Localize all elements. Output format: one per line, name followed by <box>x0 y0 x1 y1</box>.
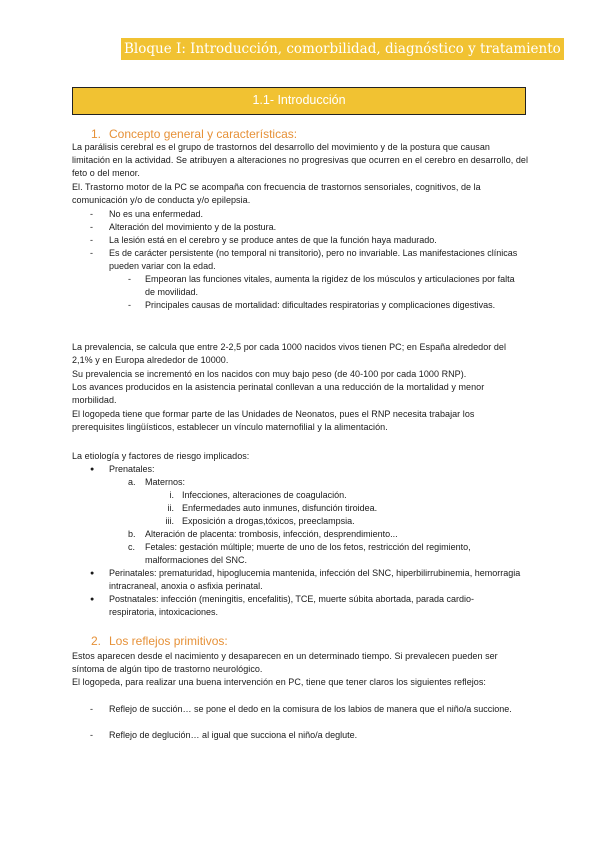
list-item: b. Alteración de placenta: trombosis, infección, desprendimiento... <box>128 529 398 539</box>
dash-marker: - <box>90 248 93 258</box>
bullet-marker: ● <box>90 466 95 473</box>
dash-marker: - <box>90 209 93 219</box>
dash-marker: - <box>128 300 131 310</box>
roman-marker: ii. <box>167 503 174 513</box>
list-item: - Empeoran las funciones vitales, aumenta la rigidez de los músculos y articulaciones por falta de movilidad. <box>128 274 515 297</box>
heading-text: Concepto general y características: <box>109 127 298 141</box>
list-item: i. Infecciones, alteraciones de coagulación. <box>72 489 528 502</box>
heading-number: 2. <box>91 634 102 648</box>
paragraph: El. Trastorno motor de la PC se acompaña con frecuencia de trastornos sensoriales, cognitivos, de la comunicación y/o de conducta y/o epilepsia. <box>72 182 481 205</box>
section-title: 1.1- Introducción <box>72 87 526 115</box>
roman-marker: iii. <box>165 516 174 526</box>
reflex-list <box>72 703 528 742</box>
list-item: - La lesión está en el cerebro y se produce antes de que la función haya madurado. <box>90 235 437 245</box>
letter-marker: a. <box>128 477 136 487</box>
list-item: - Es de carácter persistente (no temporal ni transitorio), pero no invariable. Las manifestaciones clínicas pueden variar con la edad. <box>90 248 518 271</box>
bullet-marker: ● <box>90 570 95 577</box>
list-item: - Alteración del movimiento y de la postura. <box>90 222 277 232</box>
heading-concepto <box>91 127 297 141</box>
bullet-list <box>72 208 528 325</box>
list-item: - Reflejo de succión… se pone el dedo en la comisura de los labios de manera que el niño/a succione. <box>90 704 512 714</box>
roman-marker: i. <box>169 490 174 500</box>
list-item: a. Maternos: <box>128 477 186 487</box>
list-item: - Principales causas de mortalidad: dificultades respiratorias y complicaciones digestivas. <box>128 300 496 310</box>
paragraph: La prevalencia, se calcula que entre 2-2,5 por cada 1000 nacidos vivos tienen PC; en España alrededor del 2,1% y en Europa alrededor de 10000. <box>72 342 507 365</box>
list-item: ● Perinatales: prematuridad, hipoglucemia mantenida, infección del SNC, hiperbilirrubinemia, hemorragia intracraneal, anoxia o asfixia perinatal. <box>90 568 521 591</box>
dash-marker: - <box>90 730 93 740</box>
list-item: c. Fetales: gestación múltiple; muerte de uno de los fetos, restricción del regimiento, malformaciones del SNC. <box>128 542 471 565</box>
dash-marker: - <box>90 704 93 714</box>
heading-number: 1. <box>91 127 102 141</box>
heading-text: Los reflejos primitivos: <box>109 634 228 648</box>
dash-marker: - <box>90 235 93 245</box>
list-item: ii. Enfermedades auto inmunes, disfunción tiroidea. <box>72 502 528 515</box>
page-title: Bloque I: Introducción, comorbilidad, diagnóstico y tratamiento <box>121 38 564 60</box>
heading-reflejos <box>91 634 228 648</box>
paragraph: El logopeda, para realizar una buena intervención en PC, tiene que tener claros los siguientes reflejos: <box>72 677 486 687</box>
dash-marker: - <box>128 274 131 284</box>
paragraph: Su prevalencia se incrementó en los nacidos con muy bajo peso (de 40-100 por cada 1000 RNP). <box>72 369 467 379</box>
dash-marker: - <box>90 222 93 232</box>
list-item: ● Postnatales: infección (meningitis, encefalitis), TCE, muerte súbita abortada, parada cardio-respiratoria, intoxicaciones. <box>90 594 475 617</box>
list-item: - Reflejo de deglución… al igual que succiona el niño/a deglute. <box>90 730 358 740</box>
paragraph: Estos aparecen desde el nacimiento y desaparecen en un determinado tiempo. Si prevalecen pueden ser síntoma de algún tipo de trastorno neurológico. <box>72 651 498 674</box>
paragraph: La etiología y factores de riesgo implicados: <box>72 451 250 461</box>
paragraph: La parálisis cerebral es el grupo de trastornos del desarrollo del movimiento y de la postura que causan limitación en la actividad. Se atribuyen a alteraciones no progresivas que ocurren en el cerebro en desarrollo, del feto o del menor. <box>72 142 529 178</box>
list-item: iii. Exposición a drogas,tóxicos, preeclampsia. <box>72 515 528 528</box>
letter-marker: b. <box>128 529 136 539</box>
list-item: ● Prenatales: <box>90 464 155 474</box>
risk-factor-list <box>72 463 528 619</box>
paragraph: Los avances producidos en la asistencia perinatal conllevan a una reducción de la mortalidad y menor morbilidad. <box>72 382 485 405</box>
paragraph: El logopeda tiene que formar parte de las Unidades de Neonatos, pues el RNP necesita trabajar los prerequisites lingüísticos, establecer un vínculo maternofilial y la alimentación. <box>72 409 475 432</box>
letter-marker: c. <box>128 542 136 552</box>
list-item: - No es una enfermedad. <box>90 209 204 219</box>
bullet-marker: ● <box>90 596 95 603</box>
